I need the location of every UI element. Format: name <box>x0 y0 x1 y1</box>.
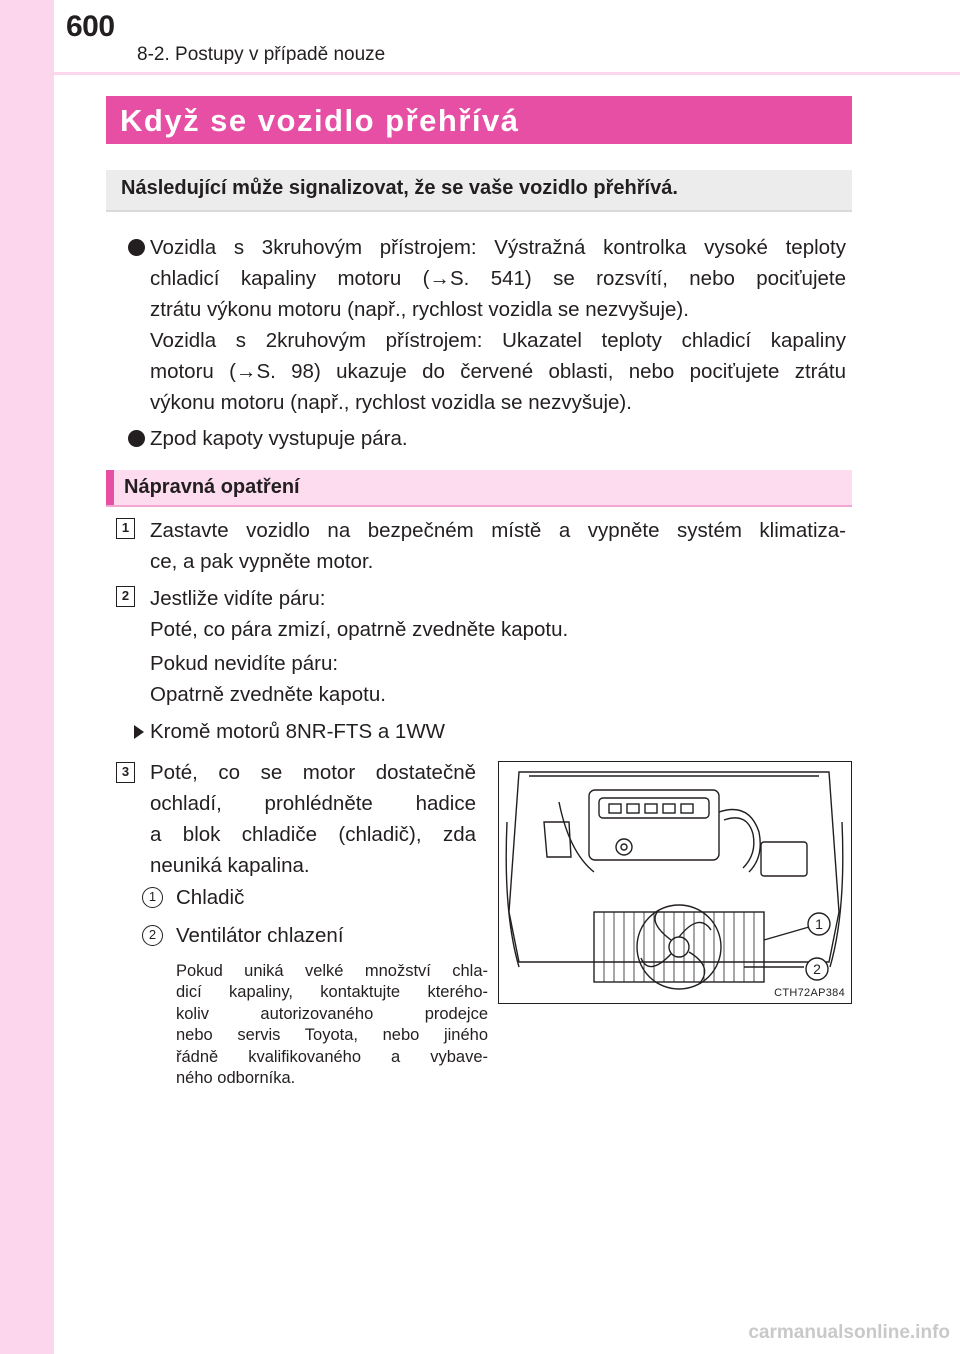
remedy-heading <box>106 470 852 507</box>
header-rule <box>54 72 960 75</box>
info-box-text: Následující může signalizovat, že se vaše vozidlo přehřívá. <box>121 177 678 199</box>
side-strip <box>0 0 54 1354</box>
breadcrumb: 8-2. Postupy v případě nouze <box>137 44 386 65</box>
engine-bay-drawing <box>499 762 850 1002</box>
step-3-line-3: a blok chladiče (chladič), zda <box>150 823 476 846</box>
step-3-line-2: ochladí, prohlédněte hadice <box>150 792 476 815</box>
engine-bay-illustration <box>498 761 852 1004</box>
page-number: 600 <box>66 10 115 43</box>
figure-callout-1: 1 <box>815 916 823 932</box>
step-2-line-1: Jestliže vidíte páru: <box>150 587 326 610</box>
bullet-1-line-2: chladicí kapaliny motoru (→S. 541) se rozsvítí, nebo pociťujete <box>150 267 846 290</box>
bullet-dot-2 <box>128 430 145 447</box>
bullet-1-line-4: Vozidla s 2kruhovým přístrojem: Ukazatel teploty chladicí kapaliny <box>150 329 846 352</box>
part-2-number: 2 <box>142 925 163 946</box>
info-box <box>106 170 852 212</box>
figure-callout-2: 2 <box>813 961 821 977</box>
bullet-1-line-6: výkonu motoru (např., rychlost vozidla se nezvyšuje). <box>150 391 632 414</box>
part-2-label: Ventilátor chlazení <box>176 924 344 947</box>
step-2-badge: 2 <box>116 586 135 607</box>
step-1-line-2: ce, a pak vypněte motor. <box>150 550 374 573</box>
section-title-bar <box>106 96 852 144</box>
step-3-badge: 3 <box>116 762 135 783</box>
heading-marker <box>106 470 114 505</box>
figure-code: CTH72AP384 <box>774 987 845 999</box>
bullet-dot-1 <box>128 239 145 256</box>
note-line-4: nebo servis Toyota, nebo jiného <box>176 1026 488 1044</box>
step-2-line-4: Opatrně zvedněte kapotu. <box>150 683 386 706</box>
step-3-line-4: neuniká kapalina. <box>150 854 310 877</box>
engine-note: Kromě motorů 8NR-FTS a 1WW <box>150 720 446 743</box>
bullet-1-line-5: motoru (→S. 98) ukazuje do červené oblasti, nebo pociťujete ztrátu <box>150 360 846 383</box>
note-line-3: koliv autorizovaného prodejce <box>176 1005 488 1023</box>
watermark: carmanualsonline.info <box>748 1322 950 1343</box>
step-1-line-1: Zastavte vozidlo na bezpečném místě a vypněte systém klimatiza- <box>150 519 846 542</box>
step-2-line-2: Poté, co pára zmizí, opatrně zvedněte kapotu. <box>150 618 569 641</box>
step-1-badge: 1 <box>116 518 135 539</box>
page-title: Když se vozidlo přehřívá <box>120 103 520 138</box>
bullet-1-line-3: ztrátu výkonu motoru (např., rychlost vozidla se nezvyšuje). <box>150 298 689 321</box>
remedy-heading-text: Nápravná opatření <box>124 476 300 498</box>
note-line-6: ného odborníka. <box>176 1069 296 1087</box>
bullet-1-line-1: Vozidla s 3kruhovým přístrojem: Výstražná kontrolka vysoké teploty <box>150 236 846 259</box>
part-1-number: 1 <box>142 887 163 908</box>
part-1-label: Chladič <box>176 886 245 909</box>
triangle-marker-icon <box>134 725 144 739</box>
note-line-2: dicí kapaliny, kontaktujte kterého- <box>176 983 488 1001</box>
note-line-5: řádně kvalifikovaného a vybave- <box>176 1048 488 1066</box>
bullet-2: Zpod kapoty vystupuje pára. <box>150 427 408 450</box>
note-line-1: Pokud uniká velké množství chla- <box>176 962 488 980</box>
step-2-line-3: Pokud nevidíte páru: <box>150 652 339 675</box>
step-3-line-1: Poté, co se motor dostatečně <box>150 761 476 784</box>
